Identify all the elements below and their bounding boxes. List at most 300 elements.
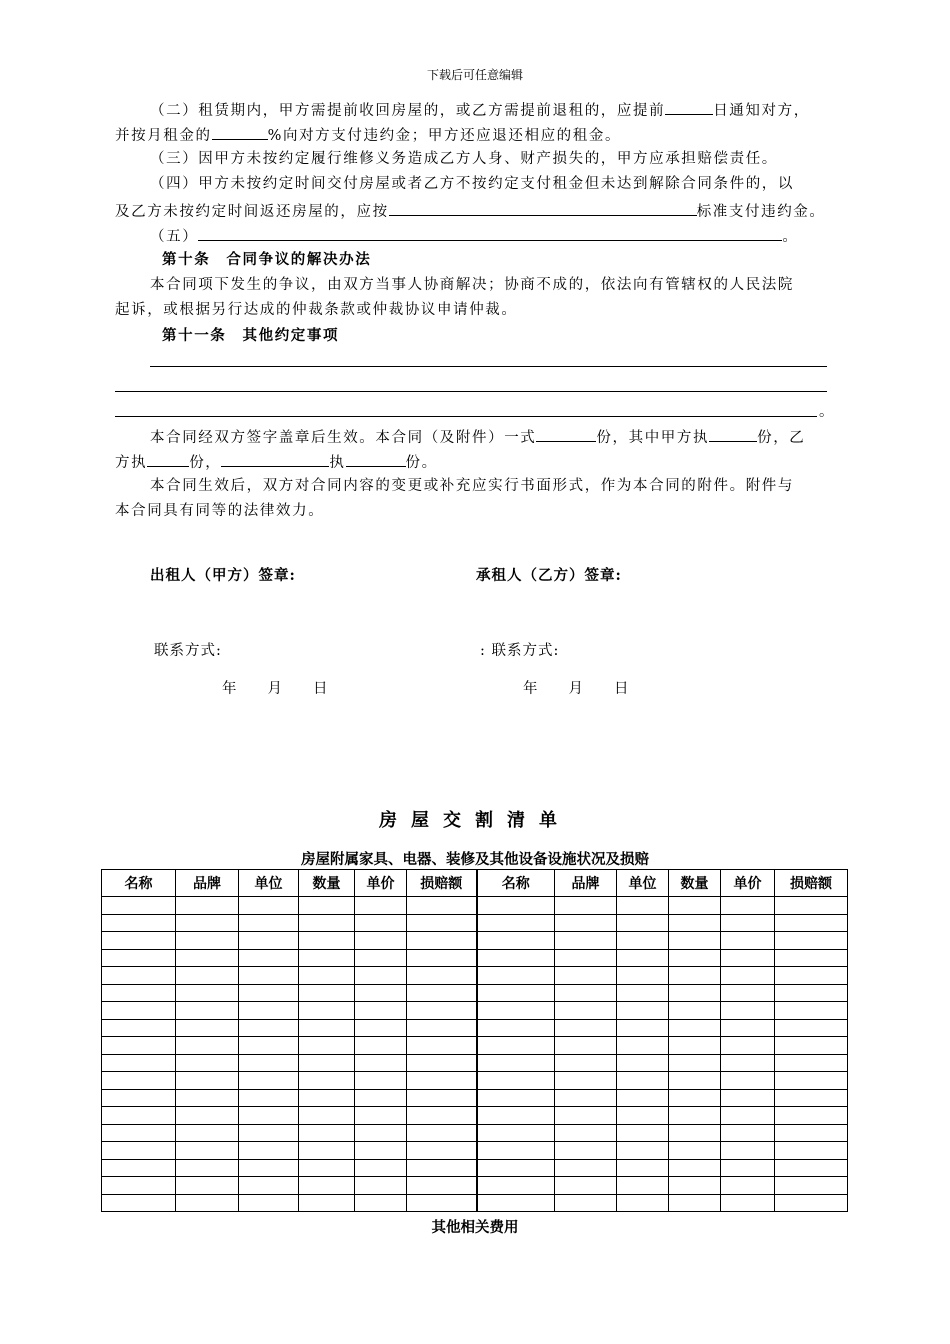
table-cell[interactable]	[669, 984, 721, 1002]
other-fees-heading: 其他相关费用	[431, 1219, 519, 1236]
table-cell[interactable]	[102, 1072, 176, 1090]
table-cell[interactable]	[102, 1002, 176, 1020]
table-cell[interactable]	[239, 897, 299, 915]
clause-2-text-a: （二）租赁期内，甲方需提前收回房屋的，或乙方需提前退租的，应提前	[150, 103, 666, 119]
table-cell[interactable]	[176, 967, 239, 985]
table-cell[interactable]	[775, 1159, 848, 1177]
table-cell[interactable]	[355, 984, 407, 1002]
table-cell[interactable]	[239, 1037, 299, 1055]
table-cell[interactable]	[407, 1019, 477, 1037]
copies-total-blank[interactable]	[536, 426, 596, 442]
table-cell[interactable]	[355, 914, 407, 932]
table-cell[interactable]	[669, 1159, 721, 1177]
table-cell[interactable]	[102, 932, 176, 950]
clause-2-text-c: 并按月租金的	[115, 128, 212, 144]
table-cell[interactable]	[721, 1124, 775, 1142]
lessor-signature-label: 出租人（甲方）签章:	[150, 567, 296, 584]
handover-title: 房屋交割清单	[379, 810, 571, 831]
clause-4-text-b: 及乙方未按约定时间返还房屋的，应按	[115, 204, 389, 220]
table-cell[interactable]	[102, 897, 176, 915]
lessee-date-year: 年	[523, 681, 539, 697]
table-cell[interactable]	[176, 1142, 239, 1160]
table-cell[interactable]	[407, 949, 477, 967]
table-row	[102, 1159, 848, 1177]
table-cell[interactable]	[355, 1089, 407, 1107]
table-cell[interactable]	[775, 949, 848, 967]
table-cell[interactable]	[407, 1124, 477, 1142]
table-cell[interactable]	[555, 1037, 617, 1055]
table-cell[interactable]	[299, 967, 355, 985]
table-cell[interactable]	[775, 1072, 848, 1090]
effect-text-b3: 执	[329, 455, 346, 471]
table-cell[interactable]	[176, 1159, 239, 1177]
table-cell[interactable]	[355, 1107, 407, 1125]
table-cell[interactable]	[775, 1037, 848, 1055]
table-cell[interactable]	[669, 1124, 721, 1142]
table-cell[interactable]	[477, 897, 555, 915]
table-cell[interactable]	[669, 967, 721, 985]
table-cell[interactable]	[555, 1194, 617, 1212]
lessee-contact-label: : 联系方式:	[480, 643, 560, 659]
table-cell[interactable]	[477, 1089, 555, 1107]
table-cell[interactable]	[176, 984, 239, 1002]
table-cell[interactable]	[239, 1019, 299, 1037]
table-cell[interactable]	[102, 984, 176, 1002]
table-row	[102, 949, 848, 967]
table-cell[interactable]	[176, 949, 239, 967]
article-10-heading: 第十条 合同争议的解决办法	[162, 251, 372, 268]
table-cell[interactable]	[299, 1177, 355, 1195]
table-cell[interactable]	[239, 1072, 299, 1090]
effect-text-a1: 本合同经双方签字盖章后生效。本合同（及附件）一式	[150, 430, 537, 446]
col-header-unit-right: 单位	[617, 870, 669, 897]
amendment-line-2: 本合同具有同等的法律效力。	[115, 503, 325, 519]
table-cell[interactable]	[299, 1002, 355, 1020]
clause-2-text-b: 日通知对方，	[713, 103, 810, 119]
table-cell[interactable]	[669, 914, 721, 932]
table-cell[interactable]	[355, 967, 407, 985]
table-cell[interactable]	[775, 1194, 848, 1212]
lessor-date-month: 月	[267, 681, 283, 697]
table-cell[interactable]	[555, 914, 617, 932]
table-cell[interactable]	[775, 897, 848, 915]
effect-line-2	[115, 451, 438, 473]
other-party-blank[interactable]	[221, 451, 329, 467]
table-cell[interactable]	[477, 914, 555, 932]
table-cell[interactable]	[617, 1002, 669, 1020]
table-cell[interactable]	[407, 914, 477, 932]
table-header-row	[102, 870, 848, 897]
table-cell[interactable]	[721, 949, 775, 967]
col-header-brand-right: 品牌	[555, 870, 617, 897]
lessee-date	[523, 677, 660, 698]
table-cell[interactable]	[617, 914, 669, 932]
table-cell[interactable]	[239, 1177, 299, 1195]
table-cell[interactable]	[407, 984, 477, 1002]
table-cell[interactable]	[176, 1194, 239, 1212]
table-cell[interactable]	[239, 1142, 299, 1160]
table-cell[interactable]	[355, 1177, 407, 1195]
table-row	[102, 984, 848, 1002]
table-cell[interactable]	[355, 1019, 407, 1037]
table-cell[interactable]	[355, 897, 407, 915]
table-cell[interactable]	[299, 932, 355, 950]
table-cell[interactable]	[555, 1159, 617, 1177]
clause-2-line-1	[150, 99, 810, 121]
table-cell[interactable]	[721, 914, 775, 932]
table-cell[interactable]	[477, 1072, 555, 1090]
table-cell[interactable]	[239, 932, 299, 950]
table-cell[interactable]	[102, 1019, 176, 1037]
table-cell[interactable]	[239, 967, 299, 985]
table-cell[interactable]	[407, 1072, 477, 1090]
table-cell[interactable]	[355, 1124, 407, 1142]
clause-3: （三）因甲方未按约定履行维修义务造成乙方人身、财产损失的，甲方应承担赔偿责任。	[150, 151, 778, 167]
table-cell[interactable]	[239, 914, 299, 932]
table-row	[102, 1072, 848, 1090]
table-cell[interactable]	[555, 1089, 617, 1107]
col-header-name-right: 名称	[477, 870, 555, 897]
table-cell[interactable]	[477, 932, 555, 950]
table-cell[interactable]	[407, 967, 477, 985]
table-cell[interactable]	[617, 1019, 669, 1037]
table-cell[interactable]	[555, 1002, 617, 1020]
notice-days-blank[interactable]	[665, 99, 713, 115]
table-cell[interactable]	[407, 1194, 477, 1212]
table-cell[interactable]	[239, 949, 299, 967]
article-10-line-1: 本合同项下发生的争议，由双方当事人协商解决；协商不成的，依法向有管辖权的人民法院	[150, 277, 794, 293]
table-cell[interactable]	[617, 1142, 669, 1160]
table-cell[interactable]	[299, 1142, 355, 1160]
table-row	[102, 932, 848, 950]
clause-4-line-2	[115, 200, 826, 222]
table-row	[102, 1089, 848, 1107]
clause-2-text-d: %向对方支付违约金；甲方还应退还相应的租金。	[267, 128, 622, 144]
table-cell[interactable]	[721, 984, 775, 1002]
table-cell[interactable]	[239, 1054, 299, 1072]
table-cell[interactable]	[407, 1054, 477, 1072]
table-cell[interactable]	[721, 932, 775, 950]
table-cell[interactable]	[617, 1072, 669, 1090]
party-b-copies-blank[interactable]	[147, 451, 189, 467]
table-cell[interactable]	[299, 984, 355, 1002]
table-cell[interactable]	[775, 1124, 848, 1142]
table-cell[interactable]	[299, 949, 355, 967]
table-cell[interactable]	[102, 914, 176, 932]
table-cell[interactable]	[355, 1037, 407, 1055]
table-cell[interactable]	[775, 1142, 848, 1160]
lessor-contact-label: 联系方式:	[154, 643, 222, 659]
table-cell[interactable]	[477, 967, 555, 985]
table-cell[interactable]	[617, 1124, 669, 1142]
table-cell[interactable]	[102, 1054, 176, 1072]
table-row	[102, 1054, 848, 1072]
table-cell[interactable]	[477, 1124, 555, 1142]
table-cell[interactable]	[407, 1159, 477, 1177]
table-cell[interactable]	[102, 1159, 176, 1177]
table-cell[interactable]	[407, 1089, 477, 1107]
table-cell[interactable]	[669, 897, 721, 915]
table-cell[interactable]	[299, 1194, 355, 1212]
col-header-price-left: 单价	[355, 870, 407, 897]
clause-4-line-1: （四）甲方未按约定时间交付房屋或者乙方不按约定支付租金但未达到解除合同条件的，以	[150, 176, 794, 192]
table-cell[interactable]	[721, 897, 775, 915]
table-cell[interactable]	[176, 897, 239, 915]
table-cell[interactable]	[407, 932, 477, 950]
table-row	[102, 1142, 848, 1160]
table-cell[interactable]	[617, 967, 669, 985]
table-row	[102, 967, 848, 985]
table-cell[interactable]	[407, 897, 477, 915]
table-row	[102, 1107, 848, 1125]
table-row	[102, 1194, 848, 1212]
col-header-brand-left: 品牌	[176, 870, 239, 897]
col-header-unit-left: 单位	[239, 870, 299, 897]
table-cell[interactable]	[669, 1019, 721, 1037]
article-11-end-mark: 。	[819, 404, 836, 420]
table-cell[interactable]	[555, 1124, 617, 1142]
table-cell[interactable]	[355, 1054, 407, 1072]
effect-text-b4: 份。	[405, 455, 438, 471]
table-cell[interactable]	[477, 1037, 555, 1055]
table-cell[interactable]	[102, 1089, 176, 1107]
table-cell[interactable]	[669, 1194, 721, 1212]
table-cell[interactable]	[775, 1002, 848, 1020]
table-cell[interactable]	[477, 949, 555, 967]
col-header-name-left: 名称	[102, 870, 176, 897]
table-row	[102, 1124, 848, 1142]
table-cell[interactable]	[775, 932, 848, 950]
table-cell[interactable]	[617, 1037, 669, 1055]
col-header-price-right: 单价	[721, 870, 775, 897]
effect-text-b1: 方执	[115, 455, 148, 471]
table-cell[interactable]	[299, 1107, 355, 1125]
table-cell[interactable]	[299, 914, 355, 932]
table-cell[interactable]	[721, 1054, 775, 1072]
table-cell[interactable]	[617, 984, 669, 1002]
table-cell[interactable]	[239, 1194, 299, 1212]
table-cell[interactable]	[239, 1002, 299, 1020]
table-cell[interactable]	[477, 1054, 555, 1072]
table-cell[interactable]	[407, 1002, 477, 1020]
col-header-quantity-left: 数量	[299, 870, 355, 897]
table-cell[interactable]	[477, 1002, 555, 1020]
table-cell[interactable]	[355, 1142, 407, 1160]
article-11-rule-2[interactable]	[115, 391, 827, 392]
table-cell[interactable]	[617, 1054, 669, 1072]
table-cell[interactable]	[176, 1177, 239, 1195]
table-cell[interactable]	[721, 1019, 775, 1037]
clause-5-label: （五）	[150, 229, 199, 245]
handover-subtitle: 房屋附属家具、电器、装修及其他设备设施状况及损赔	[301, 851, 649, 868]
lessee-date-month: 月	[568, 681, 584, 697]
table-cell[interactable]	[669, 1177, 721, 1195]
table-cell[interactable]	[617, 897, 669, 915]
table-cell[interactable]	[102, 1107, 176, 1125]
effect-text-a3: 份，乙	[757, 430, 806, 446]
table-cell[interactable]	[555, 1177, 617, 1195]
table-cell[interactable]	[176, 1002, 239, 1020]
table-cell[interactable]	[176, 1054, 239, 1072]
table-cell[interactable]	[299, 1037, 355, 1055]
penalty-percent-blank[interactable]	[212, 124, 268, 140]
table-cell[interactable]	[775, 984, 848, 1002]
table-cell[interactable]	[555, 897, 617, 915]
table-row	[102, 897, 848, 915]
table-cell[interactable]	[775, 1019, 848, 1037]
table-cell[interactable]	[102, 1037, 176, 1055]
table-cell[interactable]	[102, 949, 176, 967]
table-cell[interactable]	[102, 1177, 176, 1195]
article-11-rule-3[interactable]	[115, 416, 817, 417]
table-cell[interactable]	[407, 1107, 477, 1125]
table-cell[interactable]	[355, 932, 407, 950]
table-cell[interactable]	[299, 1072, 355, 1090]
clause-5-blank[interactable]	[198, 225, 782, 241]
table-cell[interactable]	[355, 1159, 407, 1177]
table-cell[interactable]	[555, 949, 617, 967]
table-cell[interactable]	[239, 1107, 299, 1125]
table-cell[interactable]	[477, 1107, 555, 1125]
table-cell[interactable]	[355, 1072, 407, 1090]
table-cell[interactable]	[176, 1089, 239, 1107]
table-cell[interactable]	[176, 1107, 239, 1125]
clause-4-text-c: 标准支付违约金。	[696, 204, 826, 220]
table-cell[interactable]	[721, 1089, 775, 1107]
effect-text-a2: 份，其中甲方执	[596, 430, 710, 446]
table-cell[interactable]	[775, 1177, 848, 1195]
table-cell[interactable]	[617, 1159, 669, 1177]
party-a-copies-blank[interactable]	[709, 426, 757, 442]
table-cell[interactable]	[176, 1124, 239, 1142]
table-cell[interactable]	[617, 949, 669, 967]
table-cell[interactable]	[299, 1019, 355, 1037]
table-cell[interactable]	[721, 1159, 775, 1177]
table-cell[interactable]	[617, 1089, 669, 1107]
penalty-standard-blank[interactable]	[389, 200, 697, 216]
col-header-damage-left: 损赔额	[407, 870, 477, 897]
table-cell[interactable]	[669, 1089, 721, 1107]
table-cell[interactable]	[239, 1159, 299, 1177]
article-11-rule-1[interactable]	[150, 366, 827, 367]
table-cell[interactable]	[477, 1177, 555, 1195]
table-cell[interactable]	[669, 1072, 721, 1090]
table-cell[interactable]	[775, 1107, 848, 1125]
table-cell[interactable]	[176, 1019, 239, 1037]
table-cell[interactable]	[477, 1194, 555, 1212]
table-cell[interactable]	[176, 1037, 239, 1055]
table-cell[interactable]	[555, 1019, 617, 1037]
table-cell[interactable]	[669, 1037, 721, 1055]
table-cell[interactable]	[299, 1054, 355, 1072]
table-cell[interactable]	[407, 1142, 477, 1160]
clause-5	[150, 225, 798, 247]
table-cell[interactable]	[669, 949, 721, 967]
table-cell[interactable]	[299, 1159, 355, 1177]
table-cell[interactable]	[555, 1072, 617, 1090]
table-cell[interactable]	[477, 1019, 555, 1037]
table-cell[interactable]	[721, 1177, 775, 1195]
table-cell[interactable]	[721, 1037, 775, 1055]
table-cell[interactable]	[775, 1054, 848, 1072]
table-cell[interactable]	[102, 1124, 176, 1142]
table-cell[interactable]	[775, 967, 848, 985]
table-cell[interactable]	[721, 1194, 775, 1212]
table-cell[interactable]	[555, 984, 617, 1002]
table-cell[interactable]	[299, 1124, 355, 1142]
table-cell[interactable]	[239, 1089, 299, 1107]
table-cell[interactable]	[407, 1177, 477, 1195]
table-cell[interactable]	[299, 1089, 355, 1107]
table-cell[interactable]	[669, 1142, 721, 1160]
table-cell[interactable]	[617, 1194, 669, 1212]
handover-table	[101, 869, 848, 1212]
lessor-date-day: 日	[313, 681, 329, 697]
lessor-date-year: 年	[222, 681, 238, 697]
table-cell[interactable]	[239, 984, 299, 1002]
other-party-copies-blank[interactable]	[346, 451, 406, 467]
table-cell[interactable]	[721, 1072, 775, 1090]
table-cell[interactable]	[102, 967, 176, 985]
table-row	[102, 1037, 848, 1055]
header-note: 下载后可任意编辑	[426, 68, 523, 82]
table-cell[interactable]	[555, 967, 617, 985]
table-cell[interactable]	[617, 1177, 669, 1195]
table-cell[interactable]	[617, 932, 669, 950]
table-cell[interactable]	[239, 1124, 299, 1142]
table-cell[interactable]	[355, 949, 407, 967]
table-cell[interactable]	[555, 1054, 617, 1072]
table-cell[interactable]	[721, 1142, 775, 1160]
lessor-date	[222, 677, 359, 698]
effect-text-b2: 份，	[189, 455, 222, 471]
table-cell[interactable]	[555, 932, 617, 950]
col-header-damage-right: 损赔额	[775, 870, 848, 897]
table-cell[interactable]	[669, 1107, 721, 1125]
table-cell[interactable]	[669, 1002, 721, 1020]
table-cell[interactable]	[102, 1142, 176, 1160]
table-cell[interactable]	[176, 1072, 239, 1090]
table-cell[interactable]	[775, 1089, 848, 1107]
table-cell[interactable]	[355, 1002, 407, 1020]
table-cell[interactable]	[176, 914, 239, 932]
table-cell[interactable]	[407, 1037, 477, 1055]
table-cell[interactable]	[555, 1107, 617, 1125]
table-cell[interactable]	[721, 1002, 775, 1020]
table-cell[interactable]	[102, 1194, 176, 1212]
table-cell[interactable]	[355, 1194, 407, 1212]
table-cell[interactable]	[176, 932, 239, 950]
amendment-line-1: 本合同生效后，双方对合同内容的变更或补充应实行书面形式，作为本合同的附件。附件与	[150, 478, 794, 494]
effect-line-1	[150, 426, 805, 448]
table-cell[interactable]	[477, 984, 555, 1002]
table-row	[102, 1002, 848, 1020]
table-row	[102, 914, 848, 932]
table-cell[interactable]	[555, 1142, 617, 1160]
table-cell[interactable]	[721, 967, 775, 985]
table-cell[interactable]	[669, 1054, 721, 1072]
table-cell[interactable]	[775, 914, 848, 932]
clause-5-end: 。	[782, 229, 799, 245]
table-cell[interactable]	[669, 932, 721, 950]
clause-2-line-2	[115, 124, 621, 146]
table-cell[interactable]	[477, 1159, 555, 1177]
table-cell[interactable]	[721, 1107, 775, 1125]
table-cell[interactable]	[299, 897, 355, 915]
table-cell[interactable]	[617, 1107, 669, 1125]
table-cell[interactable]	[477, 1142, 555, 1160]
lessee-date-day: 日	[614, 681, 630, 697]
